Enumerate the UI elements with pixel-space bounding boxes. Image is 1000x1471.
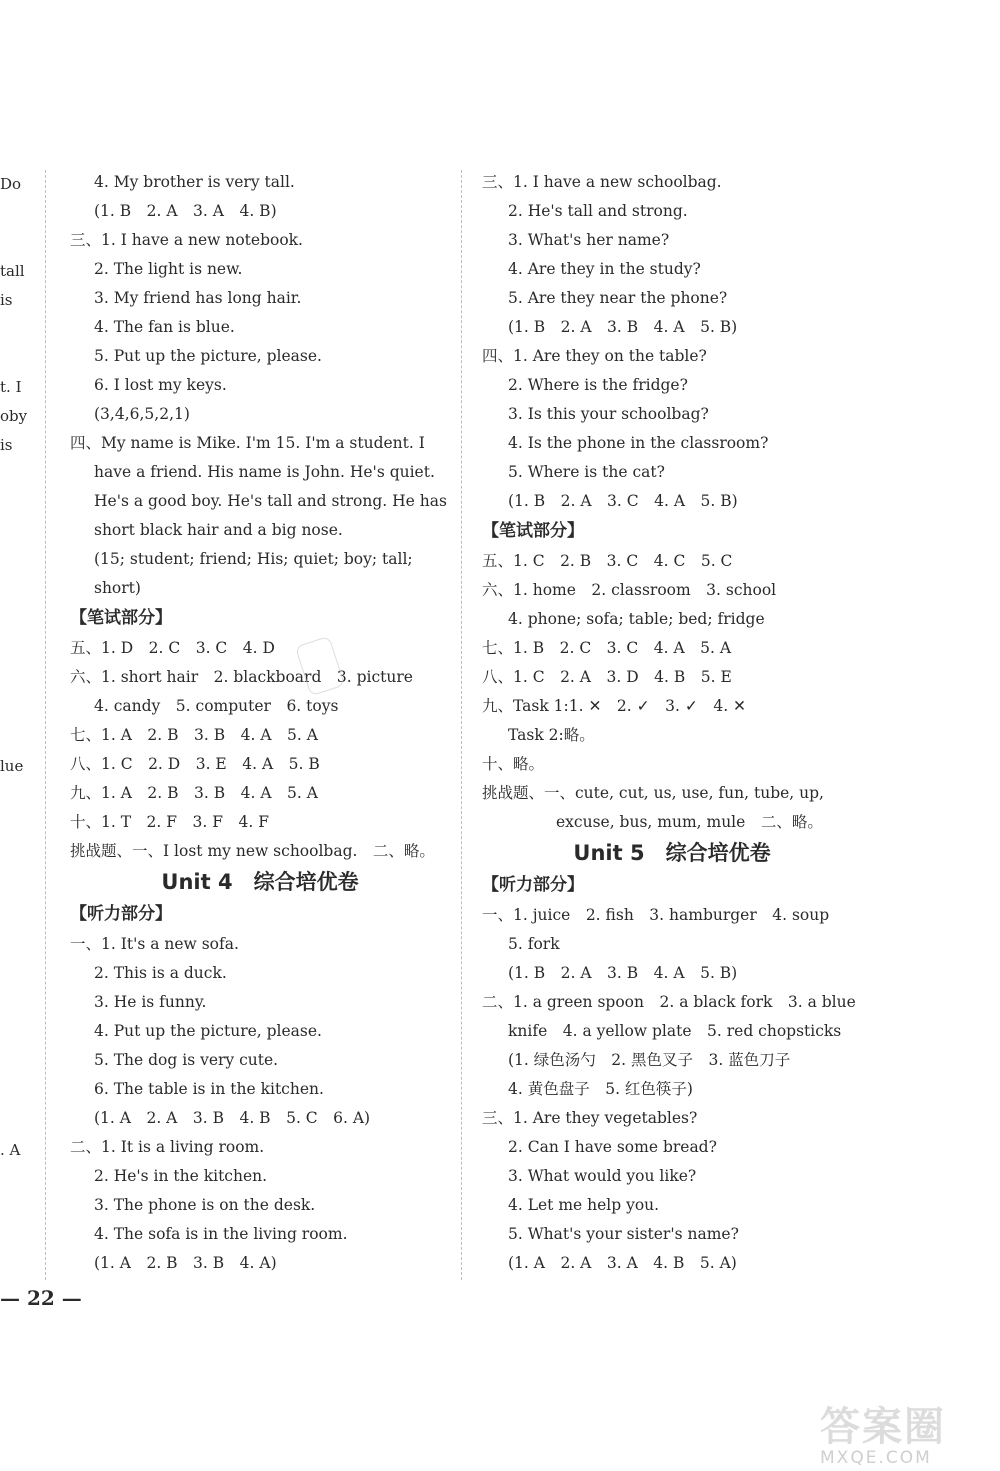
answer-line: 4. 黄色盘子 5. 红色筷子): [508, 1080, 693, 1098]
answer-line: 挑战题、一、I lost my new schoolbag. 二、略。: [70, 842, 435, 860]
edge-fragment: t. I: [0, 378, 22, 396]
answer-line: 一、1. juice 2. fish 3. hamburger 4. soup: [482, 906, 830, 924]
answer-line: (1. B 2. A 3. B 4. A 5. B): [508, 318, 738, 336]
section-heading: 【笔试部分】: [482, 521, 584, 541]
answer-line: (1. A 2. A 3. A 4. B 5. A): [508, 1254, 737, 1272]
answer-line: excuse, bus, mum, mule 二、略。: [556, 813, 823, 831]
answer-line: (1. B 2. A 3. C 4. A 5. B): [508, 492, 738, 510]
answer-line: 八、1. C 2. A 3. D 4. B 5. E: [482, 668, 732, 686]
answer-line: 5. Put up the picture, please.: [94, 347, 322, 365]
section-heading: 【听力部分】: [70, 904, 172, 924]
answer-line: 八、1. C 2. D 3. E 4. A 5. B: [70, 755, 320, 773]
page-number: — 22 —: [0, 1286, 82, 1310]
answer-line: 4. Is the phone in the classroom?: [508, 434, 769, 452]
answer-line: 5. Where is the cat?: [508, 463, 665, 481]
answer-line: 四、1. Are they on the table?: [482, 347, 707, 365]
edge-fragment: tall: [0, 262, 25, 280]
left-column: [70, 168, 450, 1278]
edge-fragment: is: [0, 436, 13, 454]
section-heading: 【听力部分】: [482, 875, 584, 895]
answer-line: 6. The table is in the kitchen.: [94, 1080, 324, 1098]
answer-line: He's a good boy. He's tall and strong. He has: [94, 492, 447, 510]
answer-line: 二、1. a green spoon 2. a black fork 3. a blue: [482, 993, 856, 1011]
answer-line: 3. Is this your schoolbag?: [508, 405, 709, 423]
edge-fragment: oby: [0, 407, 28, 425]
answer-line: 七、1. A 2. B 3. B 4. A 5. A: [70, 726, 318, 744]
answer-line: (1. B 2. A 3. B 4. A 5. B): [508, 964, 738, 982]
answer-line: 三、1. I have a new notebook.: [70, 231, 303, 249]
answer-line: 5. What's your sister's name?: [508, 1225, 739, 1243]
answer-line: 七、1. B 2. C 3. C 4. A 5. A: [482, 639, 732, 657]
answer-line: 4. The sofa is in the living room.: [94, 1225, 348, 1243]
unit-title: Unit 5 综合培优卷: [573, 841, 771, 865]
answer-line: 3. The phone is on the desk.: [94, 1196, 316, 1214]
answer-line: 4. phone; sofa; table; bed; fridge: [508, 610, 765, 628]
answer-line: 2. Where is the fridge?: [508, 376, 688, 394]
answer-line: 2. He's in the kitchen.: [94, 1167, 268, 1185]
edge-fragment: . A: [0, 1141, 21, 1159]
watermark-main: 答案圈: [820, 1404, 946, 1450]
answer-line: 2. The light is new.: [94, 260, 243, 278]
answer-line: 6. I lost my keys.: [94, 376, 227, 394]
edge-fragment: Do: [0, 175, 22, 193]
answer-line: 2. Can I have some bread?: [508, 1138, 717, 1156]
answer-line: 三、1. I have a new schoolbag.: [482, 173, 722, 191]
answer-line: 十、略。: [482, 755, 545, 773]
answer-line: 3. He is funny.: [94, 993, 207, 1011]
answer-line: 九、1. A 2. B 3. B 4. A 5. A: [70, 784, 318, 802]
right-column: [482, 168, 862, 1278]
left-divider: [45, 170, 46, 1280]
answer-line: knife 4. a yellow plate 5. red chopsticks: [508, 1022, 842, 1040]
answer-line: (3,4,6,5,2,1): [94, 405, 190, 423]
answer-line: 三、1. Are they vegetables?: [482, 1109, 698, 1127]
answer-line: short): [94, 579, 141, 597]
answer-line: 2. He's tall and strong.: [508, 202, 688, 220]
answer-line: 六、1. home 2. classroom 3. school: [482, 581, 777, 599]
answer-line: (1. B 2. A 3. A 4. B): [94, 202, 277, 220]
watermark: [820, 1395, 995, 1468]
answer-line: (1. A 2. B 3. B 4. A): [94, 1254, 277, 1272]
answer-line: 十、1. T 2. F 3. F 4. F: [70, 813, 269, 831]
answer-line: 2. This is a duck.: [94, 964, 227, 982]
answer-line: 六、1. short hair 2. blackboard 3. picture: [70, 668, 413, 686]
answer-line: 五、1. C 2. B 3. C 4. C 5. C: [482, 552, 733, 570]
unit-title: Unit 4 综合培优卷: [161, 870, 359, 894]
answer-line: (1. A 2. A 3. B 4. B 5. C 6. A): [94, 1109, 371, 1127]
edge-fragment: is: [0, 291, 13, 309]
section-heading: 【笔试部分】: [70, 608, 172, 628]
watermark-sub: MXQE.COM: [820, 1448, 932, 1468]
answer-line: 5. fork: [508, 935, 560, 953]
answer-line: 4. candy 5. computer 6. toys: [94, 697, 339, 715]
answer-line: 一、1. It's a new sofa.: [70, 935, 239, 953]
answer-line: 4. Are they in the study?: [508, 260, 701, 278]
answer-line: 4. The fan is blue.: [94, 318, 235, 336]
answer-line: 挑战题、一、cute, cut, us, use, fun, tube, up,: [482, 784, 824, 802]
answer-line: 二、1. It is a living room.: [70, 1138, 265, 1156]
answer-line: 4. My brother is very tall.: [94, 173, 295, 191]
answer-line: short black hair and a big nose.: [94, 521, 343, 539]
answer-line: 五、1. D 2. C 3. C 4. D: [70, 639, 275, 657]
answer-line: 九、Task 1:1. ✕ 2. ✓ 3. ✓ 4. ✕: [482, 697, 747, 715]
answer-line: Task 2:略。: [508, 726, 595, 744]
answer-line: 4. Put up the picture, please.: [94, 1022, 322, 1040]
answer-line: 3. What would you like?: [508, 1167, 697, 1185]
answer-line: 3. My friend has long hair.: [94, 289, 302, 307]
answer-line: 3. What's her name?: [508, 231, 670, 249]
answer-line: have a friend. His name is John. He's quiet.: [94, 463, 435, 481]
answer-line: (1. 绿色汤勺 2. 黑色叉子 3. 蓝色刀子: [508, 1051, 791, 1069]
answer-line: 四、My name is Mike. I'm 15. I'm a student. I: [70, 434, 425, 452]
answer-line: (15; student; friend; His; quiet; boy; tall;: [94, 550, 413, 568]
answer-line: 4. Let me help you.: [508, 1196, 660, 1214]
column-divider: [461, 170, 462, 1280]
answer-line: 5. The dog is very cute.: [94, 1051, 279, 1069]
answer-line: 5. Are they near the phone?: [508, 289, 728, 307]
edge-fragment: lue: [0, 757, 24, 775]
